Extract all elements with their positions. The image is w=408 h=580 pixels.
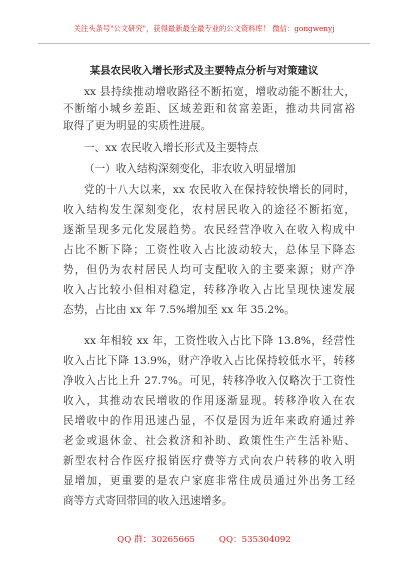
text-line: 净收入占比上升 27.7%。可见，转移净收入仅略次于工资性 — [63, 375, 355, 387]
text-line: 收入，其推动农民增收的作用逐渐显现。转移净收入在农 — [63, 395, 355, 407]
text-line: 党的十八大以来，xx 农民收入在保持较快增长的同时， — [84, 184, 355, 196]
subsection-heading: （一）收入结构深刻变化，非农收入明显增加 — [84, 163, 296, 175]
contact-footer — [0, 533, 408, 545]
qq-group-number: QQ 群：30265665 — [117, 535, 195, 545]
text-line: xx 县持续推动增收路径不断拓宽，增收动能不断壮大， — [84, 86, 355, 98]
text-line: 收入占比下降 13.9%，财产净收入占比保持较低水平，转移 — [63, 355, 355, 367]
text-line: 态势，占比由 xx 年 7.5%增加至 xx 年 35.2%。 — [63, 304, 295, 316]
text-line: xx 年相较 xx 年，工资性收入占比下降 13.8%，经营性 — [84, 335, 355, 347]
qq-number: QQ：535304092 — [218, 535, 291, 545]
header-divider — [38, 43, 370, 44]
text-line: 新型农村合作医疗报销医疗费等方式向农户转移的收入明 — [63, 455, 355, 467]
text-line: 民增收中的作用迅速凸显，不仅是因为近年来政府通过养 — [63, 415, 355, 427]
text-line: 取得了更为明显的实质性进展。 — [63, 120, 212, 132]
text-line: 收入结构发生深刻变化，农村居民收入的途径不断拓宽， — [63, 204, 355, 216]
text-line: 收入占比较小但相对稳定，转移净收入占比呈现快速发展 — [63, 284, 355, 296]
text-line: 显增加，更重要的是农户家庭非常住成员通过外出务工经 — [63, 475, 355, 487]
page-title: 某县农民收入增长形式及主要特点分析与对策建议 — [89, 65, 319, 77]
text-line: 势，但仍为农村居民人均可支配收入的主要来源；财产净 — [63, 264, 355, 276]
promo-header: 关注头条号"公文研究"，获得最新最全最专业的公文资料库！ 微信：gongwenyj — [73, 24, 335, 33]
text-line: 不断缩小城乡差距、区域差距和贫富差距，推动共同富裕 — [63, 103, 355, 115]
text-line: 逐渐呈现多元化发展趋势。农民经营净收入在收入构成中 — [63, 224, 355, 236]
text-line: 老金或退休金、社会救济和补助、政策性生产生活补贴、 — [63, 435, 355, 447]
text-line: 占比不断下降；工资性收入占比波动较大，总体呈下降态 — [63, 244, 355, 256]
section-heading: 一、xx 农民收入增长形式及主要特点 — [84, 142, 259, 154]
text-line: 商等方式寄回带回的收入迅速增多。 — [63, 495, 233, 507]
